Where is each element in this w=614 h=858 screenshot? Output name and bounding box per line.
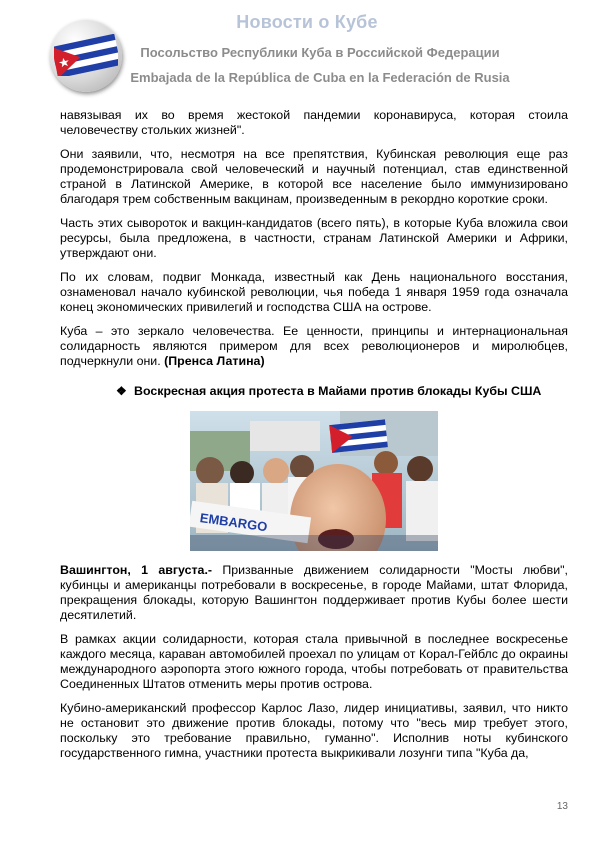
article-paragraph (60, 563, 568, 623)
news-heading-text: Воскресная акция протеста в Майами против блокады Кубы США (134, 384, 542, 398)
article-paragraph: Часть этих сывороток и вакцин-кандидатов (всего пять), в которые Куба вложила свои ресурсы, была предложена, в частности, странам Латинской Америки и Африки, утверждают они. (60, 216, 568, 260)
cuban-flag-icon (54, 34, 118, 76)
article-text: Призванные движением солидарности "Мосты любви", кубинцы и американцы потребовали в воскресенье, в городе Майами, штат Флорида, прекращения блокады, которую Вашингтон поддерживает против Кубы более шести десятилетий. (60, 563, 568, 622)
article-paragraph: навязывая их во время жестокой пандемии коронавируса, которая стоила человечеству стольких жизней". (60, 108, 568, 137)
article-paragraph: В рамках акции солидарности, которая стала привычной в последнее воскресенье каждого месяца, караван автомобилей проехал по улицам от Корал-Гейблс до окраины международного аэропорта этого южного города, чтобы потребовать от правительства Соединенных Штатов отменить меры против острова. (60, 632, 568, 691)
svg-text:EMBARGO: EMBARGO (198, 510, 269, 535)
embassy-name-russian: Посольство Республики Куба в Российской Федерации (140, 45, 500, 60)
protest-photo (190, 411, 438, 551)
page-content (60, 108, 568, 770)
page-header (0, 0, 614, 100)
article-paragraph (60, 324, 568, 369)
article-text: Куба – это зеркало человечества. Ее ценности, принципы и интернациональная солидарность являются примером для всех революционеров и миролюбцев, подчеркнули они. (60, 324, 568, 368)
article-paragraph: По их словам, подвиг Монкада, известный как День национального восстания, ознаменовал начало кубинской революции, чья победа 1 января 1959 года означала конец экономических привилегий и господства США на острове. (60, 270, 568, 314)
site-title: Новости о Кубе (236, 12, 378, 32)
dateline: Вашингтон, 1 августа.- (60, 563, 213, 577)
protest-photo-image (190, 411, 438, 551)
article-paragraph: Кубино-американский профессор Карлос Лазо, лидер инициативы, заявил, что никто не остановит это движение против блокады, потому что "весь мир требует этого, поскольку это требование правильно, гуманно". Исполнив ноты кубинского государственного гимна, участники протеста выкрикивали лозунги типа "Куба да, (60, 701, 568, 760)
diamond-bullet-icon: ❖ (116, 384, 127, 398)
article-paragraph: Они заявили, что, несмотря на все препятствия, Кубинская революция еще раз продемонстрировала свой человеческий и научный потенциал, став единственной страной в Латинской Америке, в которой все население было иммунизировано благодаря трем собственным вакцинам, произведенным в рекордно короткие сроки. (60, 147, 568, 206)
embassy-name-spanish: Embajada de la República de Cuba en la Federación de Rusia (130, 70, 510, 85)
news-heading (60, 384, 568, 399)
article-source: (Пренса Латина) (164, 354, 265, 368)
page-number: 13 (556, 801, 568, 812)
